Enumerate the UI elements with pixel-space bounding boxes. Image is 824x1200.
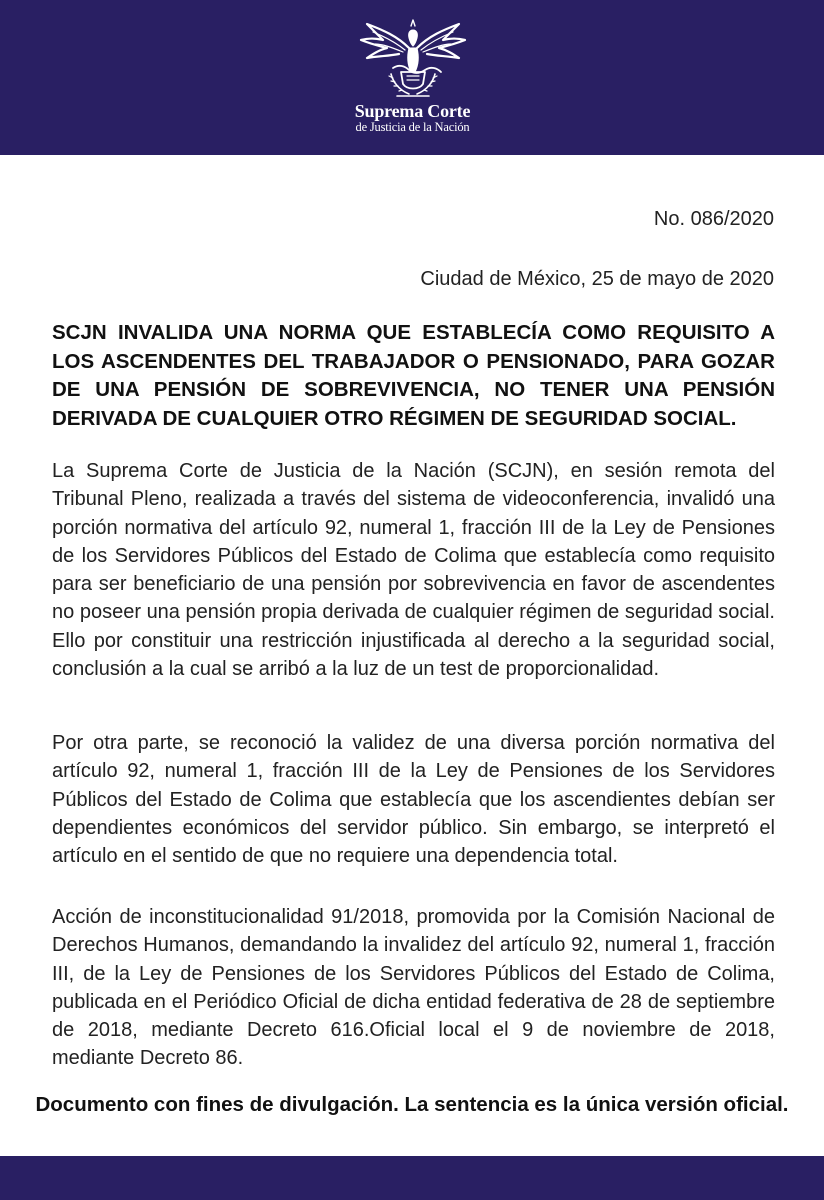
logo-subtitle: de Justicia de la Nación <box>355 120 470 134</box>
footer-banner <box>0 1156 824 1200</box>
eagle-emblem-icon <box>353 14 473 98</box>
body-paragraph-1: La Suprema Corte de Justicia de la Nación (SCJN), en sesión remota del Tribunal Pleno, realizada a través del sistema de videoconferencia, invalidó una porción normativa del artículo 92, numeral 1, fracción III de la Ley de Pensiones de los Servidores Públicos del Estado de Colima que establecía como requisito para ser beneficiario de una pensión por sobrevivencia en favor de ascendentes no poseer una pensión propia derivada de cualquier régimen de seguridad social. Ello por constituir una restricción injustificada al derecho a la seguridad social, conclusión a la cual se arribó a la luz de un test de proporcionalidad. <box>52 460 775 681</box>
logo-title: Suprema Corte <box>354 101 471 121</box>
body-paragraph-2: Por otra parte, se reconoció la validez de una diversa porción normativa del artículo 92, numeral 1, fracción III de la Ley de Pensiones de los Servidores Públicos del Estado de Colima que establecía que los ascendientes debían ser dependientes económicos del servidor público. Sin embargo, se interpretó el artículo en el sentido de que no requiere una dependencia total. <box>52 732 775 868</box>
document-number: No. 086/2020 <box>653 208 774 230</box>
scjn-logo <box>340 14 485 144</box>
header-banner <box>0 0 824 155</box>
headline: SCJN INVALIDA UNA NORMA QUE ESTABLECÍA COMO REQUISITO A LOS ASCENDENTES DEL TRABAJADOR O PENSIONADO, PARA GOZAR DE UNA PENSIÓN DE SOBREVIVENCIA, NO TENER UNA PENSIÓN DERIVADA DE CUALQUIER OTRO RÉGIMEN DE SEGURIDAD SOCIAL. <box>52 321 775 430</box>
document-date: Ciudad de México, 25 de mayo de 2020 <box>420 268 774 290</box>
body-paragraph-3: Acción de inconstitucionalidad 91/2018, promovida por la Comisión Nacional de Derechos Humanos, demandando la invalidez del artículo 92, numeral 1, fracción III, de la Ley de Pensiones de los Servidores Públicos del Estado de Colima, publicada en el Periódico Oficial de dicha entidad federativa de 28 de septiembre de 2018, mediante Decreto 616.Oficial local el 9 de noviembre de 2018, mediante Decreto 86. <box>52 906 775 1070</box>
disclaimer: Documento con fines de divulgación. La sentencia es la única versión oficial. <box>35 1093 789 1116</box>
